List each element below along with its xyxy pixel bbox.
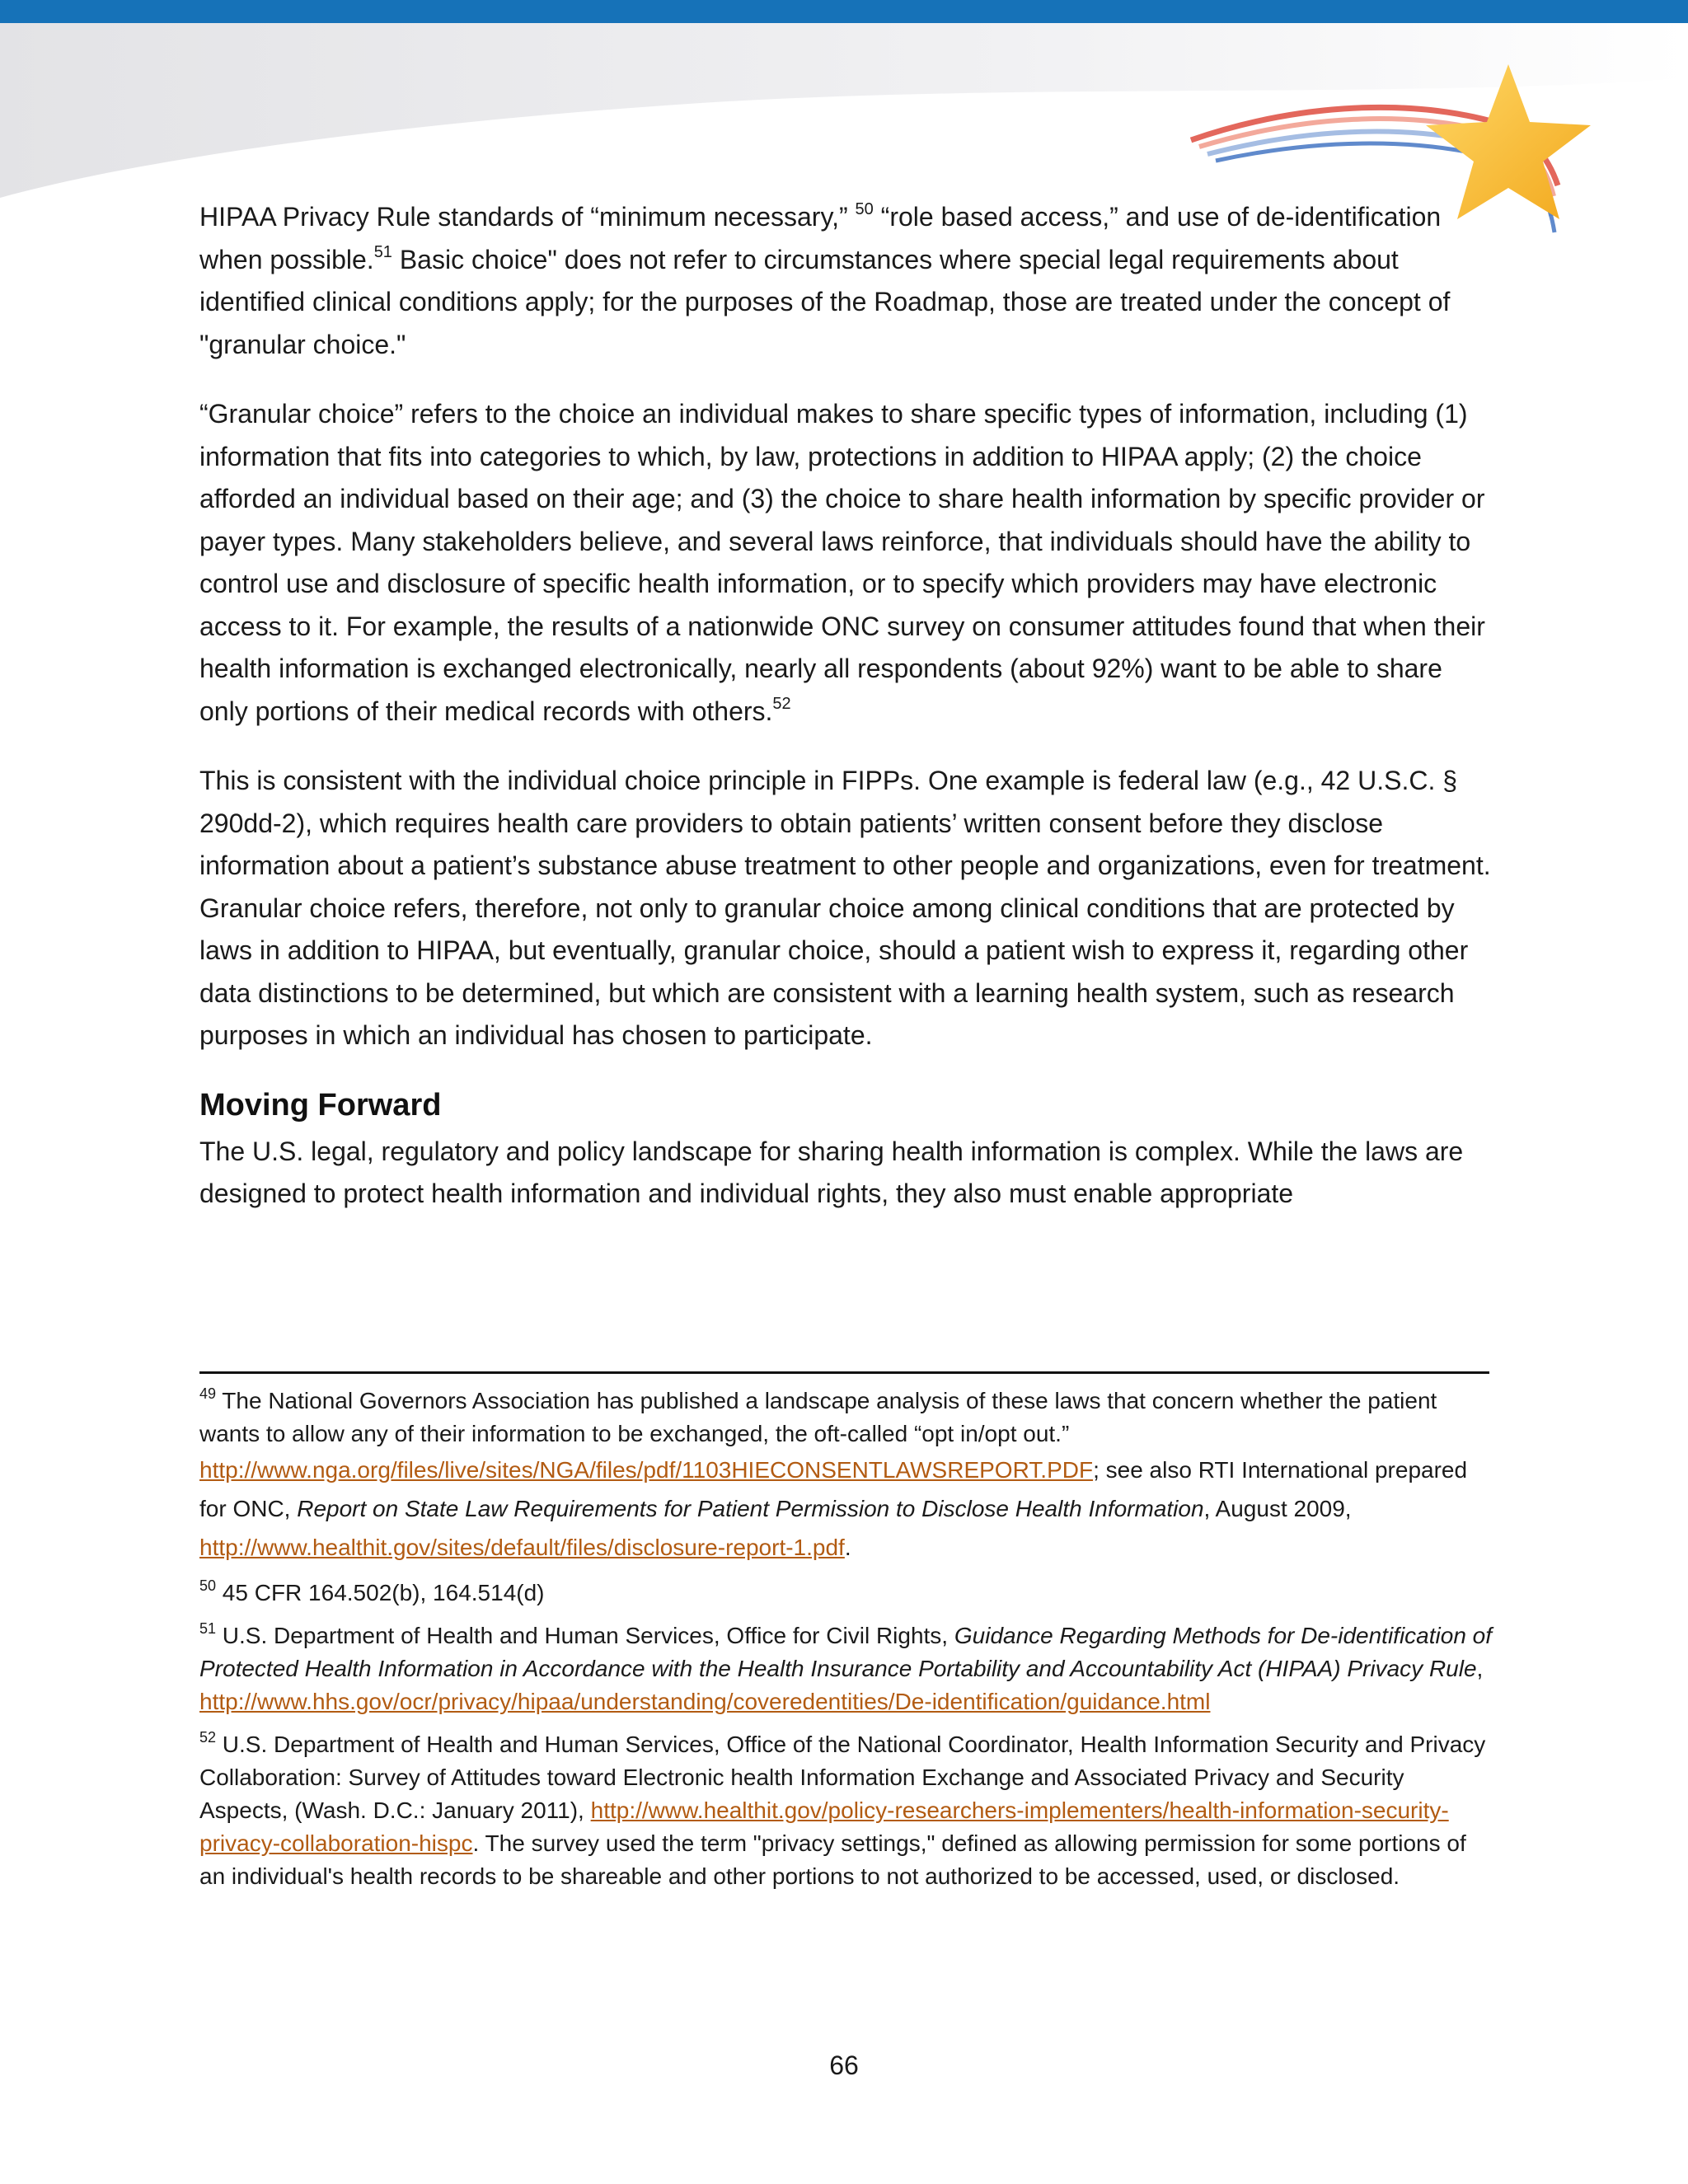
- footnote-52-text-1: U.S. Department of Health and Human Services, Office of the National Coordinator, Health Information Security and Privacy Collaboration: Survey of Attitudes toward Electronic health Information Exchange and Associated Privacy and Security Aspects, (Wash. D.C.: January 2011),: [199, 1732, 1486, 1823]
- paragraph-2: [199, 393, 1493, 733]
- footnote-52-number: 52: [199, 1728, 217, 1746]
- paragraph-1-text-b: “role based access,” and use of de-identification when possible.: [199, 202, 1442, 274]
- footnotes: [199, 1385, 1493, 1903]
- section-heading-moving-forward: Moving Forward: [199, 1087, 442, 1122]
- footnote-51: [199, 1619, 1493, 1718]
- footnote-49: [199, 1385, 1493, 1567]
- footnote-ref-50[interactable]: 50: [855, 200, 874, 219]
- footnote-divider: [199, 1371, 1489, 1374]
- footnote-49-link-healthit[interactable]: http://www.healthit.gov/sites/default/files/disclosure-report-1.pdf: [199, 1535, 845, 1560]
- footnote-51-number: 51: [199, 1619, 217, 1637]
- footnote-51-link-hhs[interactable]: http://www.hhs.gov/ocr/privacy/hipaa/understanding/coveredentities/De-identification/guidance.html: [199, 1689, 1211, 1714]
- footnote-51-text-1: U.S. Department of Health and Human Services, Office for Civil Rights,: [216, 1623, 954, 1648]
- footnote-50: [199, 1577, 1493, 1610]
- footnote-ref-52[interactable]: 52: [772, 694, 791, 713]
- footnote-52-link-healthit[interactable]: http://www.healthit.gov/policy-researchers-implementers/health-information-security-privacy-collaboration-hispc: [199, 1797, 1449, 1856]
- paragraph-4: The U.S. legal, regulatory and policy landscape for sharing health information is complex. While the laws are designed to protect health information and individual rights, they also must enable appropriate: [199, 1136, 1464, 1208]
- footnote-51-guidance-title: Guidance Regarding Methods for De-identification of Protected Health Information in Accordance with the Health Insurance Portability and Accountability Act (HIPAA) Privacy Rule: [199, 1623, 1493, 1681]
- footnote-49-number: 49: [199, 1385, 217, 1402]
- footnote-49-text-4: .: [844, 1535, 851, 1560]
- paragraph-1-text-c: Basic choice" does not refer to circumstances where special legal requirements about identified clinical conditions apply; for the purposes of the Roadmap, those are treated under the concept of "granular choice.": [199, 244, 1451, 359]
- paragraph-1-text-a: HIPAA Privacy Rule standards of “minimum necessary,”: [199, 202, 856, 232]
- footnote-49-link-nga[interactable]: http://www.nga.org/files/live/sites/NGA/files/pdf/1103HIECONSENTLAWSREPORT.PDF: [199, 1457, 1094, 1483]
- footnote-52-text-2: . The survey used the term "privacy settings," defined as allowing permission for some portions of an individual's health records to be shareable and other portions to not authorized to be accessed, used, or disclosed.: [199, 1830, 1466, 1889]
- footnote-49-text-2: ; see also RTI International prepared for ONC,: [199, 1457, 1468, 1521]
- paragraph-3: This is consistent with the individual choice principle in FIPPs. One example is federal law (e.g., 42 U.S.C. § 290dd-2), which requires health care providers to obtain patients’ written consent before they disclose information about a patient’s substance abuse treatment to other people and organizations, even for treatment. Granular choice refers, therefore, not only to granular choice among clinical conditions that are protected by laws in addition to HIPAA, but eventually, granular choice, should a patient wish to express it, regarding other data distinctions to be determined, but which are consistent with a learning health system, such as research purposes in which an individual has chosen to participate.: [199, 766, 1491, 1050]
- footnote-51-text-2: ,: [1476, 1656, 1484, 1681]
- footnote-49-report-title: Report on State Law Requirements for Patient Permission to Disclose Health Information: [297, 1496, 1204, 1521]
- footnote-50-text: 45 CFR 164.502(b), 164.514(d): [216, 1580, 545, 1605]
- footnote-49-text-3: , August 2009,: [1203, 1496, 1352, 1521]
- paragraph-2-text: “Granular choice” refers to the choice an individual makes to share specific types of information, including (1) information that fits into categories to which, by law, protections in addition to HIPAA apply; (2) the choice afforded an individual based on their age; and (3) the choice to share health information by specific provider or payer types. Many stakeholders believe, and several laws reinforce, that individuals should have the ability to control use and disclosure of specific health information, or to specify which providers may have electronic access to it. For example, the results of a nationwide ONC survey on consumer attitudes found that when their health information is exchanged electronically, nearly all respondents (about 92%) want to be able to share only portions of their medical records with others.: [199, 399, 1485, 726]
- footnote-50-number: 50: [199, 1577, 217, 1594]
- footnote-49-text-1: The National Governors Association has published a landscape analysis of these laws that concern whether the patient wants to allow any of their information to be exchanged, the oft-called “opt in/opt out.”: [199, 1388, 1437, 1446]
- page-number: 66: [829, 2050, 859, 2080]
- body-text: [199, 196, 1493, 1243]
- footnote-ref-51[interactable]: 51: [373, 242, 392, 261]
- paragraph-1: [199, 196, 1493, 366]
- footnote-52: [199, 1728, 1493, 1893]
